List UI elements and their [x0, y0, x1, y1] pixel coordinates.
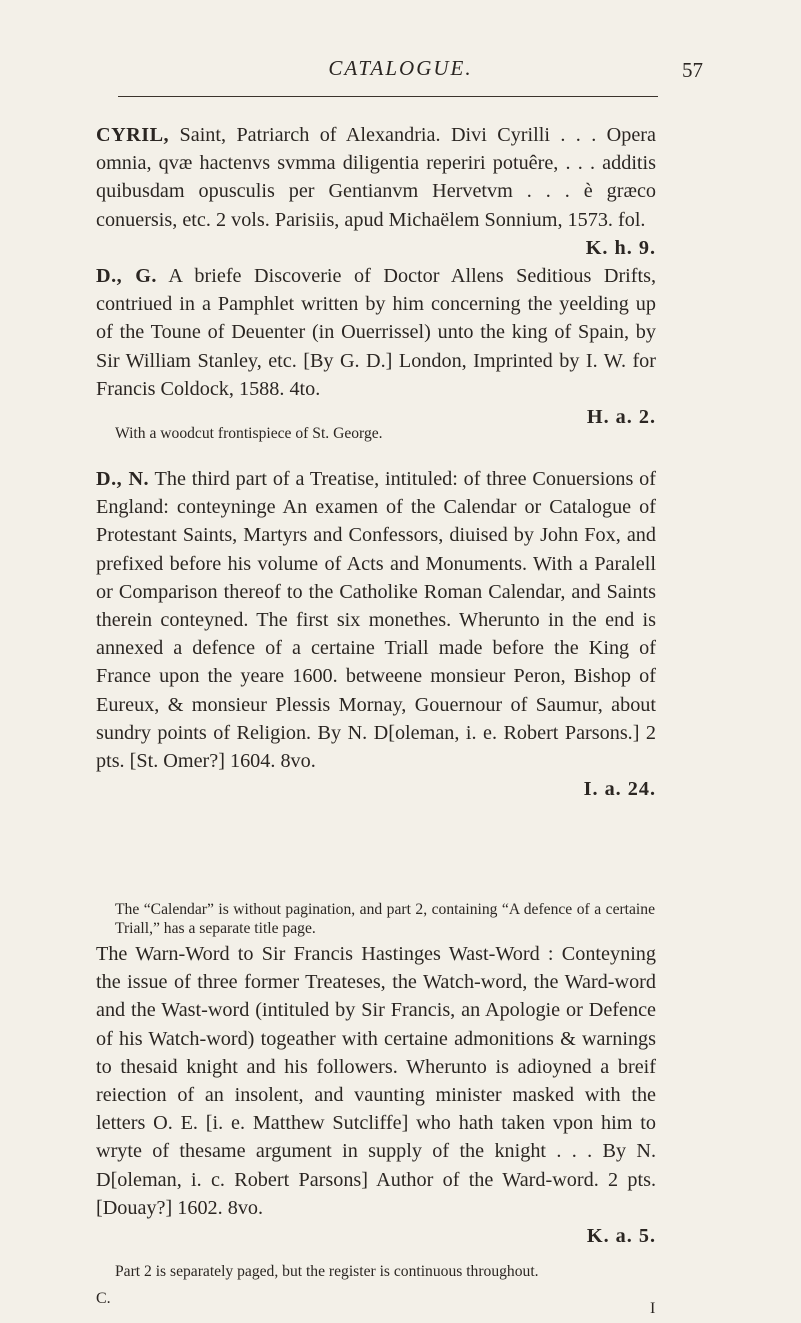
entry-heading: CYRIL,: [96, 124, 170, 146]
page-number: 57: [682, 58, 703, 82]
entry-text: The Warn-Word to Sir Francis Hastinges Wast-Word : Conteyning the issue of three former Treateses, the Watch-word, the Ward-word and the Wast-word (intituled by Sir Francis, an Apologie or Defence of his Watch-word) togeather with certaine admonitions & warnings to thesaid knight and his followers. Wherunto is adioyned a breif reiection of an insolent, and vaunting minister masked with the letters O. E. [i. e. Matthew Sutcliffe] who hath taken vpon him to wryte of thesame argument in supply of the knight . . . By N. D[oleman, i. c. Robert Parsons] Author of the Ward-word. 2 pts. [Douay?] 1602. 8vo.: [96, 943, 656, 1219]
entry-text: The third part of a Treatise, intituled: of three Conuersions of England: conteyninge An examen of the Calendar or Catalogue of Protestant Saints, Martyrs and Confessors, diuised by John Fox, and prefixed before his volume of Acts and Monuments. With a Paralell or Comparison thereof to the Catholike Roman Calendar, and Saints therein conteyned. The first six monethes. Wherunto in the end is annexed a defence of a certaine Triall made before the King of France upon the yeare 1600. betweene monsieur Peron, Bishop of Eureux, & monsieur Plessis Mornay, Gouernour of Saumur, about sundry points of Religion. By N. D[oleman, i. e. Robert Parsons.] 2 pts. [St. Omer?] 1604. 8vo.: [96, 468, 656, 773]
catalogue-entry-warn-word: [96, 940, 656, 1250]
catalogue-entry-cyril: [96, 121, 656, 262]
entry-note: With a woodcut frontispiece of St. George.: [115, 425, 383, 442]
entry-text: Saint, Patriarch of Alexandria. Divi Cyrilli . . . Opera omnia, qvæ hactenvs svmma diligentia reperiri potuêre, . . . additis quibusdam opusculis per Gentianvm Hervetvm . . . è græco conuersis, etc. 2 vols. Parisiis, apud Michaëlem Sonnium, 1573. fol.: [96, 124, 656, 231]
entry-heading: D., G.: [96, 265, 157, 287]
signature-mark-right: I: [650, 1300, 656, 1317]
catalogue-entry-briefe-discoverie: [96, 262, 656, 431]
entry-shelfmark: K. a. 5.: [586, 1225, 656, 1248]
entry-note: Part 2 is separately paged, but the register is continuous throughout.: [115, 1263, 539, 1280]
entry-note: The “Calendar” is without pagination, and part 2, containing “A defence of a certaine Triall,” has a separate title page.: [115, 901, 655, 937]
entry-text: A briefe Discoverie of Doctor Allens Seditious Drifts, contriued in a Pamphlet written by him concerning the yeelding up of the Toune of Deuenter (in Ouerrissel) unto the king of Spain, by Sir William Stanley, etc. [By G. D.] London, Imprinted by I. W. for Francis Coldock, 1588. 4to.: [96, 265, 657, 400]
entry-shelfmark: I. a. 24.: [583, 778, 656, 801]
entry-heading: D., N.: [96, 468, 150, 490]
entry-shelfmark: H. a. 2.: [586, 406, 656, 429]
entry-shelfmark: K. h. 9.: [585, 236, 656, 259]
header-rule: [118, 96, 658, 97]
signature-mark-left: C.: [96, 1290, 111, 1307]
catalogue-entry-third-part: [96, 465, 656, 803]
running-header-title: CATALOGUE.: [328, 56, 473, 80]
